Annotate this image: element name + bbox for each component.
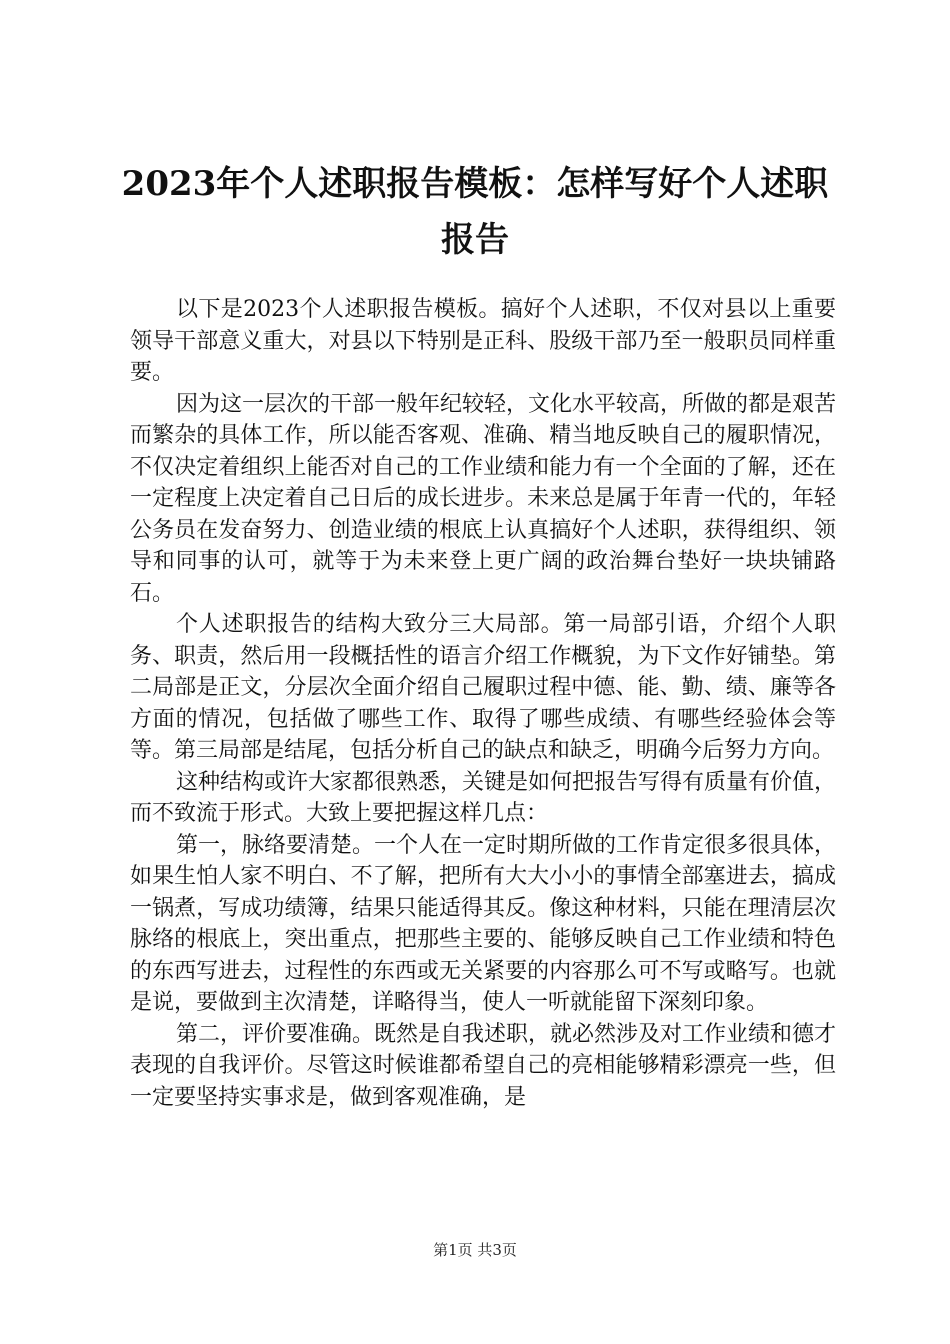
paragraph-point-one: 第一，脉络要清楚。一个人在一定时期所做的工作肯定很多很具体，如果生怕人家不明白、不了解，把所有大大小小的事情全部塞进去，搞成一锅煮，写成功绩簿，结果只能适得其反。像这种材料，只能在理清层次脉络的根底上，突出重点，把那些主要的、能够反映自己工作业绩和特色的东西写进去，过程性的东西或无关紧要的内容那么可不写或略写。也就是说，要做到主次清楚，详略得当，使人一听就能留下深刻印象。 <box>130 832 837 1015</box>
paragraph-intro: 以下是2023个人述职报告模板。搞好个人述职，不仅对县以上重要领导干部意义重大，对县以下特别是正科、股级干部乃至一般职员同样重要。 <box>130 297 836 385</box>
paragraph-point-two: 第二，评价要准确。既然是自我述职，就必然涉及对工作业绩和德才表现的自我评价。尽管这时候谁都希望自己的亮相能够精彩漂亮一些，但一定要坚持实事求是，做到客观准确，是 <box>130 1021 837 1110</box>
page-footer: 第1页 共3页 <box>433 1241 517 1259</box>
paragraph-background: 因为这一层次的干部一般年纪较轻，文化水平较高，所做的都是艰苦而繁杂的具体工作，所以能否客观、准确、精当地反映自己的履职情况，不仅决定着组织上能否对自己的工作业绩和能力有一个全面的了解，还在一定程度上决定着自己日后的成长进步。未来总是属于年青一代的，年轻公务员在发奋努力、创造业绩的根底上认真搞好个人述职，获得组织、领导和同事的认可，就等于为未来登上更广阔的政治舞台垫好一块块铺路石。 <box>130 391 837 606</box>
document-title: 2023年个人述职报告模板：怎样写好个人述职报告 <box>121 164 829 260</box>
paragraph-key-points: 这种结构或许大家都很熟悉，关键是如何把报告写得有质量有价值，而不致流于形式。大致上要把握这样几点： <box>130 769 837 826</box>
paragraph-structure: 个人述职报告的结构大致分三大局部。第一局部引语，介绍个人职务、职责，然后用一段概括性的语言介绍工作概貌，为下文作好铺垫。第二局部是正文，分层次全面介绍自己履职过程中德、能、勤、绩、廉等各方面的情况，包括做了哪些工作、取得了哪些成绩、有哪些经验体会等等。第三局部是结尾，包括分析自己的缺点和缺乏，明确今后努力方向。 <box>130 612 836 763</box>
document-body <box>130 294 836 1113</box>
